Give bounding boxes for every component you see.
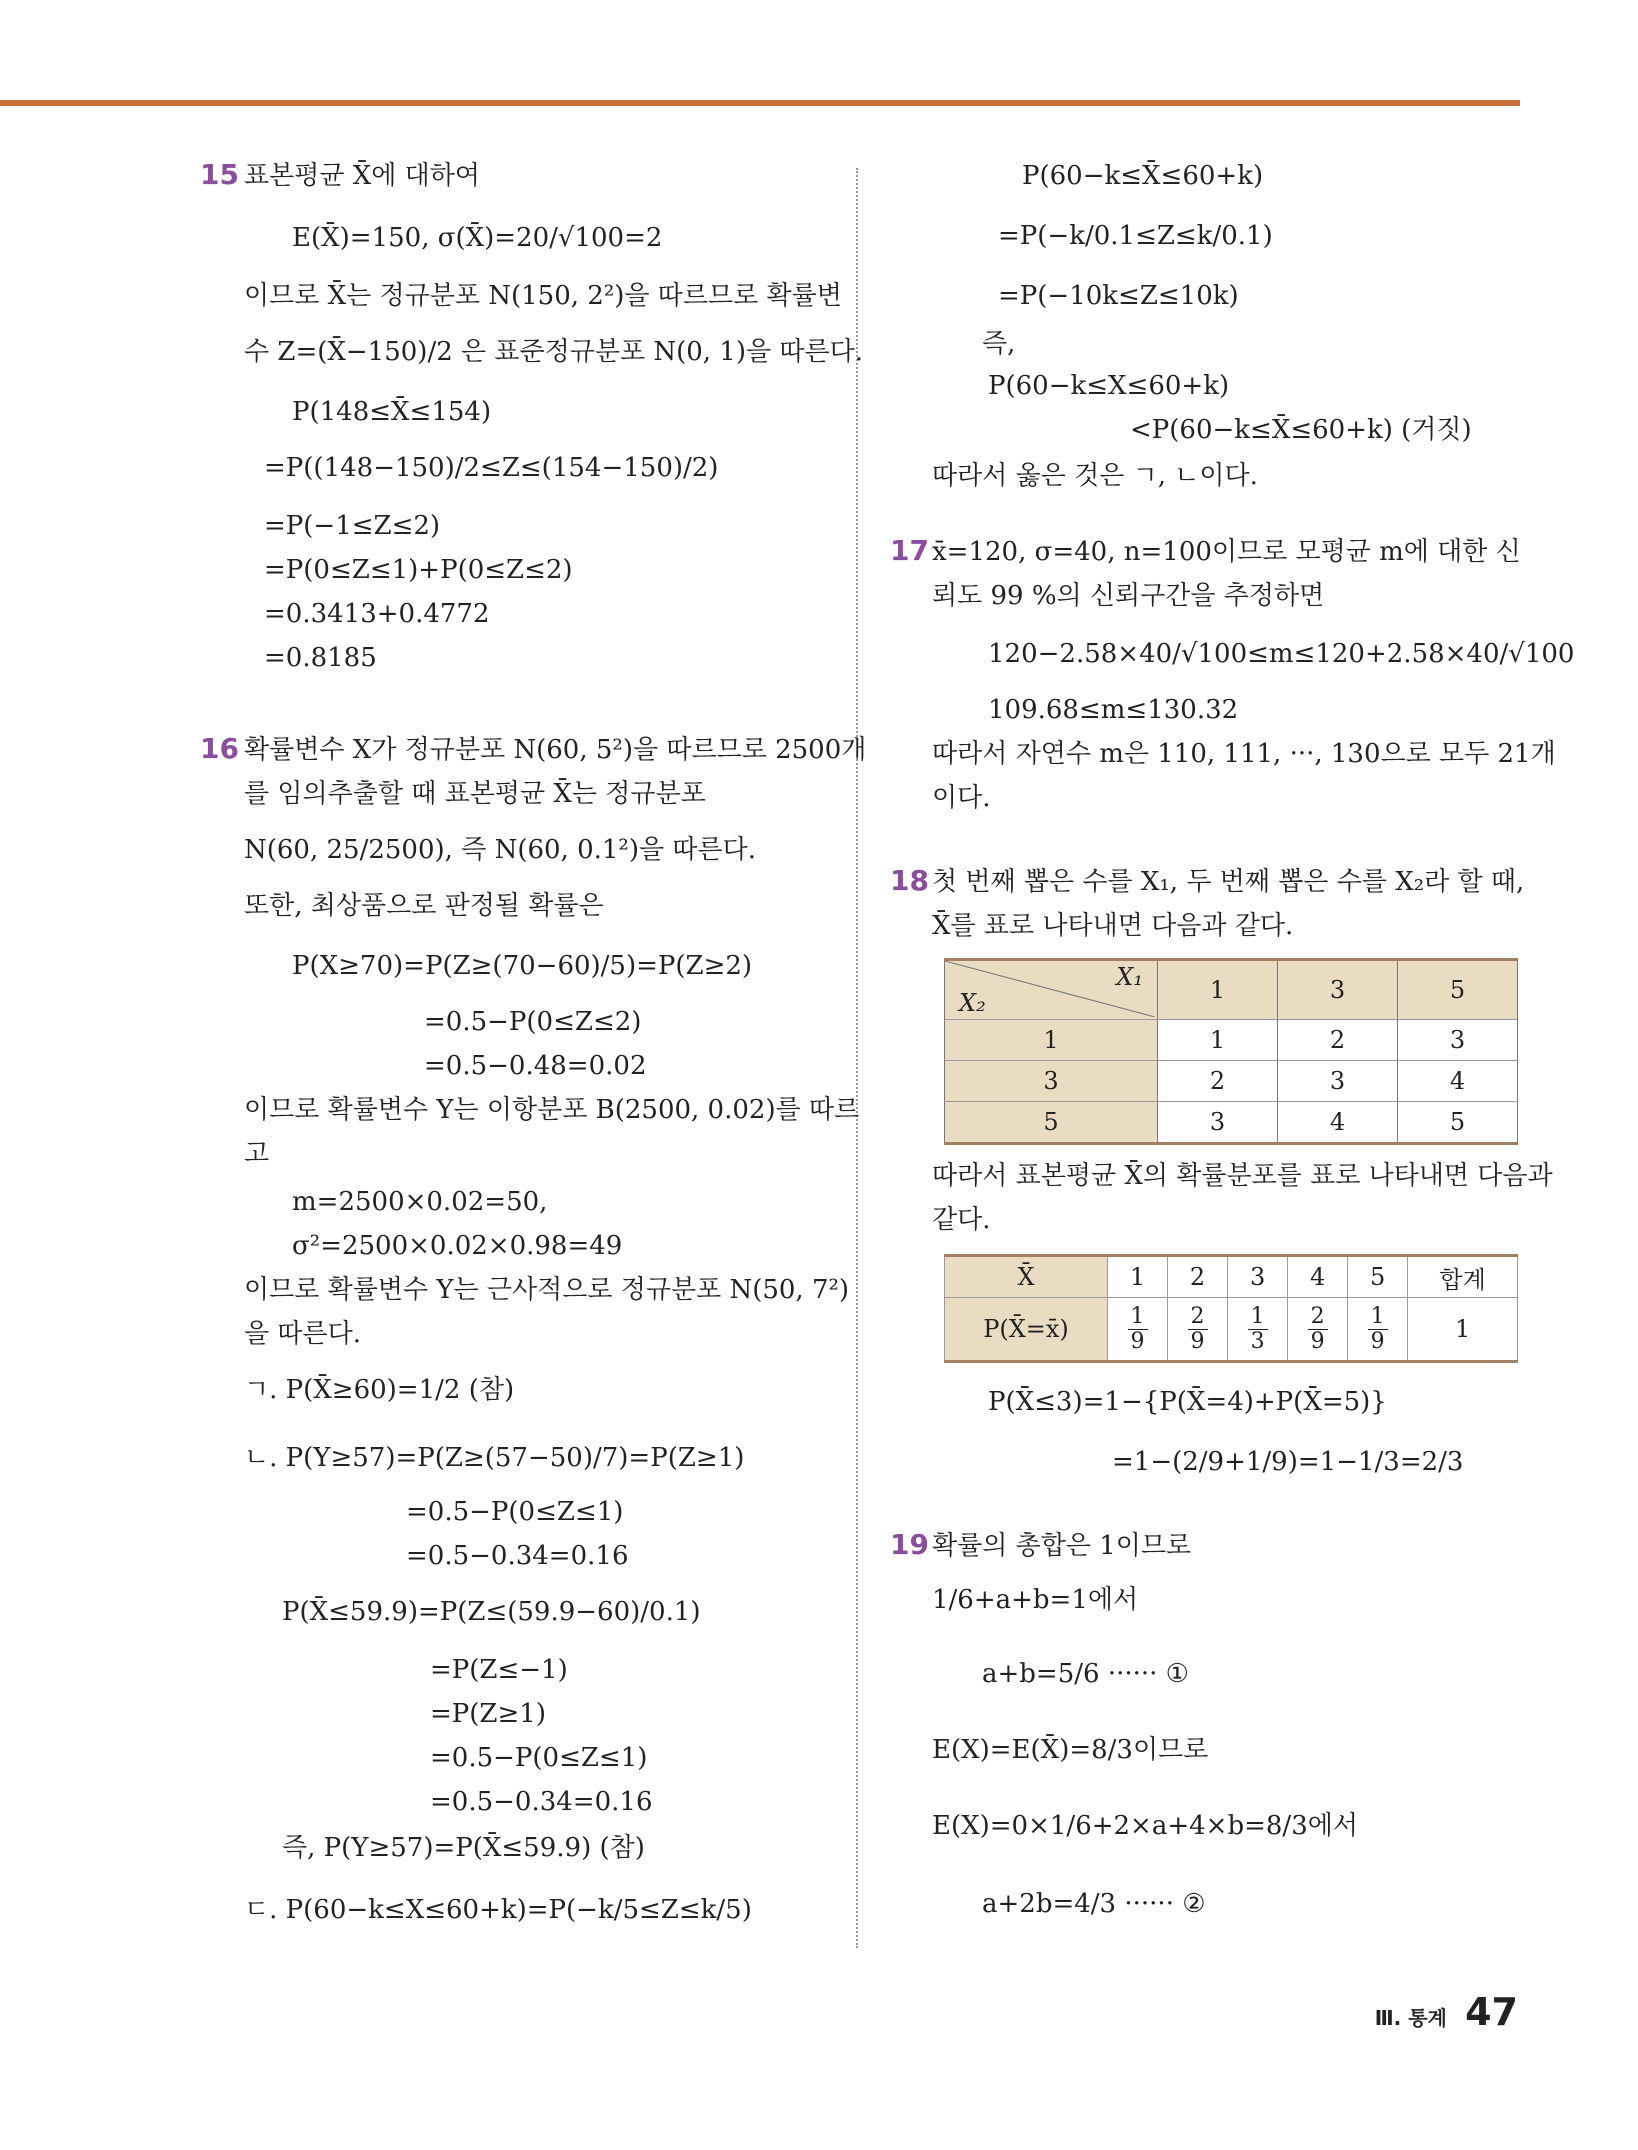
- q18-line5: P(X̄≤3)=1−{P(X̄=4)+P(X̄=5)}: [988, 1387, 1387, 1417]
- q15-line1: E(X̄)=150, σ(X̄)=20/√100=2: [292, 223, 663, 253]
- value-cell: 4: [1288, 1256, 1348, 1298]
- q16-line23: 즉, P(Y≥57)=P(X̄≤59.9) (참): [282, 1833, 645, 1863]
- q16-line17: =0.5−0.34=0.16: [406, 1541, 629, 1571]
- grid-cell: 3: [1278, 1061, 1398, 1102]
- total-cell: 1: [1408, 1298, 1518, 1362]
- q16-line11: σ²=2500×0.02×0.98=49: [292, 1231, 623, 1261]
- q16-line2: 를 임의추출할 때 표본평균 X̄는 정규분포: [244, 779, 706, 809]
- value-cell: 1: [1108, 1256, 1168, 1298]
- page-footer: [1375, 1990, 1518, 2034]
- q17-line4: 109.68≤m≤130.32: [988, 695, 1239, 725]
- q15-line7: =P(0≤Z≤1)+P(0≤Z≤2): [264, 555, 573, 585]
- col-header: 1: [1158, 960, 1278, 1020]
- column-divider: [856, 168, 858, 1948]
- q16-line12: 이므로 확률변수 Y는 근사적으로 정규분포 N(50, 7²): [244, 1275, 850, 1305]
- q16-line3: N(60, 25/2500), 즉 N(60, 0.1²)을 따른다.: [244, 835, 756, 865]
- q19-line1: 확률의 총합은 1이므로: [932, 1531, 1192, 1561]
- q16-line7: =0.5−0.48=0.02: [424, 1051, 647, 1081]
- q16-line15: ㄴ. P(Y≥57)=P(Z≥(57−50)/7)=P(Z≥1): [244, 1443, 745, 1473]
- q16-line21: =0.5−P(0≤Z≤1): [430, 1743, 648, 1773]
- grid-cell: 2: [1278, 1020, 1398, 1061]
- q16-line6: =0.5−P(0≤Z≤2): [424, 1007, 642, 1037]
- q17-line6: 이다.: [932, 783, 991, 813]
- q16-line4: 또한, 최상품으로 판정될 확률은: [244, 891, 604, 921]
- q19-line3: a+b=5/6 ······ ①: [982, 1659, 1189, 1689]
- q18-line2: X̄를 표로 나타내면 다음과 같다.: [932, 911, 1294, 941]
- q15-line8: =0.3413+0.4772: [264, 599, 490, 629]
- prob-cell: $\frac{1}{9}$: [1108, 1298, 1168, 1362]
- q16-line22: =0.5−0.34=0.16: [430, 1787, 653, 1817]
- q15-line4: P(148≤X̄≤154): [292, 397, 492, 427]
- q19-number: 19: [890, 1528, 929, 1561]
- q15-intro: 표본평균 X̄에 대하여: [244, 161, 480, 191]
- q16-r6: <P(60−k≤X̄≤60+k) (거짓): [1130, 415, 1472, 445]
- grid-cell: 3: [1398, 1020, 1518, 1061]
- q18-line6: =1−(2/9+1/9)=1−1/3=2/3: [1112, 1447, 1464, 1477]
- q16-line19: =P(Z≤−1): [430, 1655, 568, 1685]
- q19-line4: E(X)=E(X̄)=8/3이므로: [932, 1735, 1209, 1765]
- col-header: 5: [1398, 960, 1518, 1020]
- q15-line6: =P(−1≤Z≤2): [264, 511, 441, 541]
- q19-line5: E(X)=0×1/6+2×a+4×b=8/3에서: [932, 1811, 1358, 1841]
- q15-number: 15: [200, 158, 239, 191]
- grid-cell: 4: [1278, 1102, 1398, 1144]
- q15-line3: 수 Z=(X̄−150)/2 은 표준정규분포 N(0, 1)을 따른다.: [244, 337, 863, 367]
- q17-line1: x̄=120, σ=40, n=100이므로 모평균 m에 대한 신: [932, 537, 1521, 567]
- grid-cell: 2: [1158, 1061, 1278, 1102]
- prob-cell: $\frac{2}{9}$: [1288, 1298, 1348, 1362]
- row-header: 1: [945, 1020, 1158, 1061]
- q18-line4: 같다.: [932, 1205, 991, 1235]
- grid-cell: 4: [1398, 1061, 1518, 1102]
- q16-r2: =P(−k/0.1≤Z≤k/0.1): [998, 221, 1273, 251]
- probability-distribution-table: [944, 1254, 1518, 1363]
- corner-x2: X₂: [959, 989, 986, 1017]
- q16-line9: 고: [244, 1139, 270, 1169]
- xbar-header: X̄: [945, 1256, 1108, 1298]
- q16-r7: 따라서 옳은 것은 ㄱ, ㄴ이다.: [932, 461, 1258, 491]
- q18-line1: 첫 번째 뽑은 수를 X₁, 두 번째 뽑은 수를 X₂라 할 때,: [932, 867, 1525, 897]
- row-header: 5: [945, 1102, 1158, 1144]
- q16-line14: ㄱ. P(X̄≥60)=1/2 (참): [244, 1375, 515, 1405]
- col-header: 3: [1278, 960, 1398, 1020]
- value-cell: 5: [1348, 1256, 1408, 1298]
- value-cell: 2: [1168, 1256, 1228, 1298]
- q16-line5: P(X≥70)=P(Z≥(70−60)/5)=P(Z≥2): [292, 951, 753, 981]
- q19-line6: a+2b=4/3 ······ ②: [982, 1889, 1206, 1919]
- q16-line18: P(X̄≤59.9)=P(Z≤(59.9−60)/0.1): [282, 1597, 701, 1627]
- q18-line3: 따라서 표본평균 X̄의 확률분포를 표로 나타내면 다음과: [932, 1161, 1553, 1191]
- page-number: 47: [1465, 1990, 1518, 2034]
- top-rule: [0, 100, 1520, 106]
- q16-number: 16: [200, 732, 239, 765]
- q16-r1: P(60−k≤X̄≤60+k): [1022, 161, 1264, 191]
- grid-cell: 1: [1158, 1020, 1278, 1061]
- grid-cell: 5: [1398, 1102, 1518, 1144]
- q16-r4: 즉,: [982, 329, 1016, 359]
- q16-line20: =P(Z≥1): [430, 1699, 546, 1729]
- q17-number: 17: [890, 534, 929, 567]
- q16-line13: 을 따른다.: [244, 1319, 361, 1349]
- q15-line9: =0.8185: [264, 643, 377, 673]
- q16-r5: P(60−k≤X≤60+k): [988, 371, 1230, 401]
- q16-line8: 이므로 확률변수 Y는 이항분포 B(2500, 0.02)를 따르: [244, 1095, 860, 1125]
- q16-line16: =0.5−P(0≤Z≤1): [406, 1497, 624, 1527]
- value-cell: 3: [1228, 1256, 1288, 1298]
- q17-line3: 120−2.58×40/√100≤m≤120+2.58×40/√100: [988, 639, 1575, 669]
- prob-cell: $\frac{2}{9}$: [1168, 1298, 1228, 1362]
- q17-line2: 뢰도 99 %의 신뢰구간을 추정하면: [932, 581, 1325, 611]
- prob-cell: $\frac{1}{9}$: [1348, 1298, 1408, 1362]
- q15-line2: 이므로 X̄는 정규분포 N(150, 2²)을 따르므로 확률변: [244, 281, 842, 311]
- q17-line5: 따라서 자연수 m은 110, 111, ···, 130으로 모두 21개: [932, 739, 1556, 769]
- q16-r3: =P(−10k≤Z≤10k): [998, 281, 1239, 311]
- corner-cell: [945, 960, 1158, 1020]
- row-header: 3: [945, 1061, 1158, 1102]
- corner-x1: X₁: [1116, 963, 1143, 991]
- grid-cell: 3: [1158, 1102, 1278, 1144]
- q16-line10: m=2500×0.02=50,: [292, 1187, 548, 1217]
- prob-header: P(X̄=x̄): [945, 1298, 1108, 1362]
- section-label: Ⅲ. 통계: [1374, 2006, 1447, 2030]
- sample-mean-grid: [944, 958, 1518, 1145]
- q19-line2: 1/6+a+b=1에서: [932, 1585, 1139, 1615]
- q15-line5: =P((148−150)/2≤Z≤(154−150)/2): [264, 453, 719, 483]
- prob-cell: $\frac{1}{3}$: [1228, 1298, 1288, 1362]
- q16-line1: 확률변수 X가 정규분포 N(60, 5²)을 따르므로 2500개: [244, 735, 867, 765]
- q18-number: 18: [890, 864, 929, 897]
- total-header: 합계: [1408, 1256, 1518, 1298]
- q16-line24: ㄷ. P(60−k≤X≤60+k)=P(−k/5≤Z≤k/5): [244, 1895, 752, 1925]
